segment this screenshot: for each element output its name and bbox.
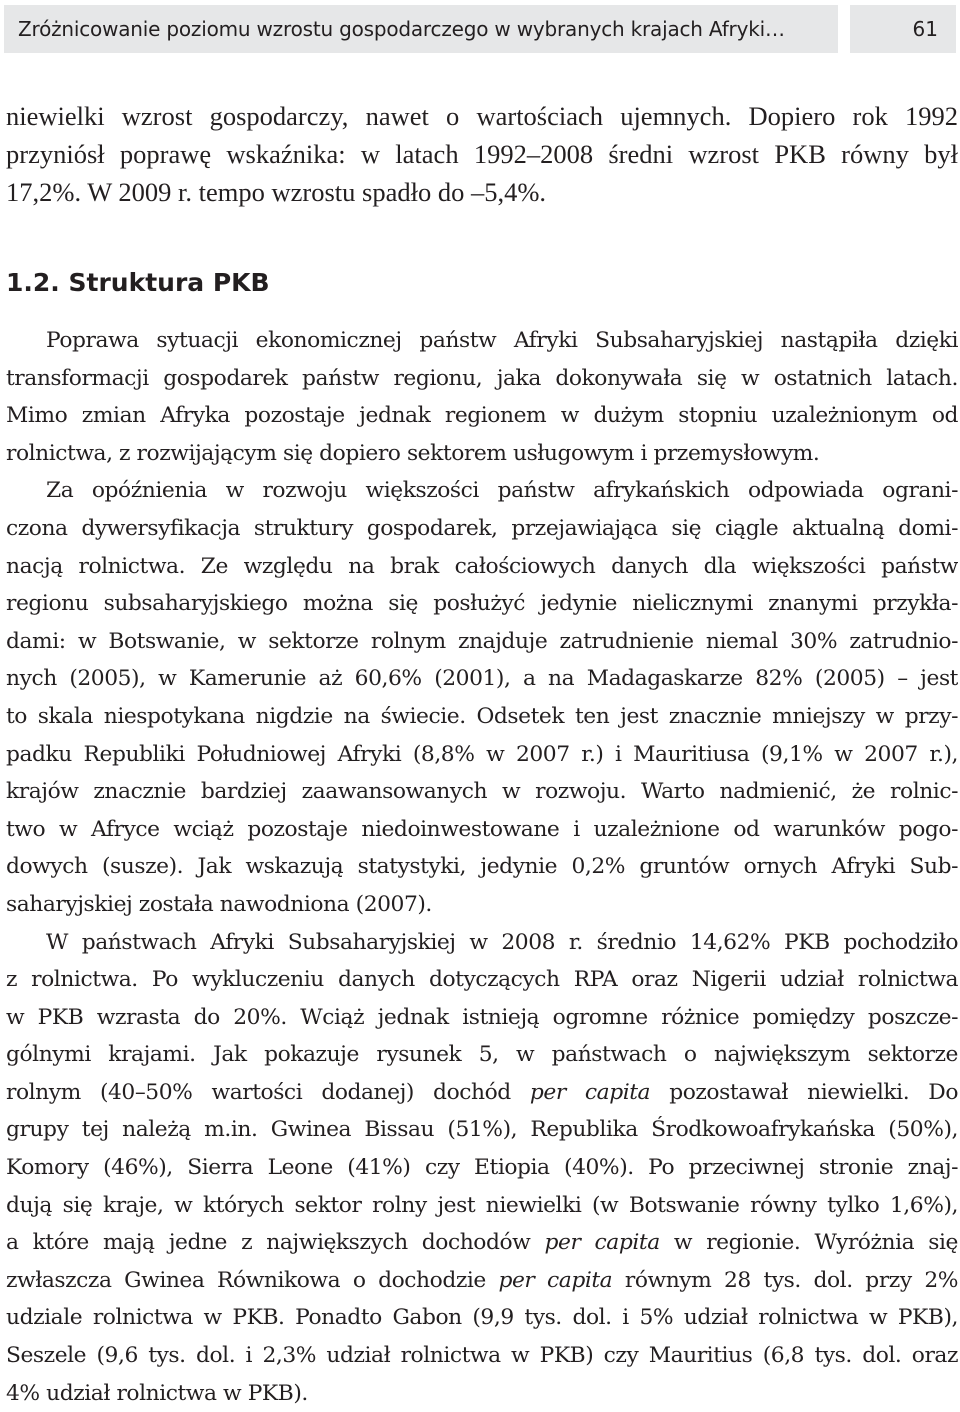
italic-term: per capita bbox=[529, 1079, 651, 1105]
text-line: czona dywersyfikacja struktury gospodarek, przejawiająca się ciągle aktualną domi- bbox=[6, 515, 958, 541]
text-line: dują się kraje, w których sektor rolny jest niewielki (w Botswanie równy tylko 1,6%), bbox=[6, 1192, 958, 1218]
section-body bbox=[6, 322, 958, 1412]
text-line: dami: w Botswanie, w sektorze rolnym znajduje zatrudnienie niemal 30% zatrudnio- bbox=[6, 628, 958, 654]
section-heading: 1.2. Struktura PKB bbox=[6, 268, 270, 297]
text-segment: równym 28 tys. dol. przy 2% bbox=[612, 1267, 958, 1293]
text-line: 17,2%. W 2009 r. tempo wzrostu spadło do –5,4%. bbox=[6, 176, 547, 207]
text-line: w PKB wzrasta do 20%. Wciąż jednak istnieją ogromne różnice pomiędzy poszcze- bbox=[6, 1004, 958, 1030]
text-line: Seszele (9,6 tys. dol. i 2,3% udział rolnictwa w PKB) czy Mauritius (6,8 tys. dol. oraz bbox=[6, 1343, 958, 1369]
text-line: regionu subsaharyjskiego można się posłużyć jedynie nielicznymi znanymi przykła- bbox=[6, 591, 958, 617]
text-line: Za opóźnienia w rozwoju większości państw afrykańskich odpowiada ograni- bbox=[46, 478, 958, 504]
running-title: Zróżnicowanie poziomu wzrostu gospodarczego w wybranych krajach Afryki… bbox=[18, 17, 785, 41]
text-line: padku Republiki Południowej Afryki (8,8% w 2007 r.) i Mauritiusa (9,1% w 2007 r.), bbox=[6, 741, 958, 767]
text-line: W państwach Afryki Subsaharyjskiej w 2008 r. średnio 14,62% PKB pochodziło bbox=[46, 929, 958, 955]
text-segment: pozostawał niewielki. Do bbox=[650, 1079, 958, 1105]
text-line: z rolnictwa. Po wykluczeniu danych dotyczących RPA oraz Nigerii udział rolnictwa bbox=[6, 967, 958, 993]
text-line: gólnymi krajami. Jak pokazuje rysunek 5, w państwach o największym sektorze bbox=[6, 1042, 958, 1068]
text-line: krajów znacznie bardziej zaawansowanych w rozwoju. Warto nadmienić, że rolnic- bbox=[6, 779, 958, 805]
text-line: two w Afryce wciąż pozostaje niedoinwestowane i uzależnione od warunków pogo- bbox=[6, 816, 958, 842]
text-line: grupy tej należą m.in. Gwinea Bissau (51%), Republika Środkowoafrykańska (50%), bbox=[6, 1117, 958, 1143]
header-title-box bbox=[4, 5, 838, 53]
text-line: 4% udział rolnictwa w PKB). bbox=[6, 1380, 308, 1406]
text-line: przyniósł poprawę wskaźnika: w latach 1992–2008 średni wzrost PKB równy był bbox=[6, 138, 958, 169]
text-line: nych (2005), w Kamerunie aż 60,6% (2001), a na Madagaskarze 82% (2005) – jest bbox=[6, 666, 958, 692]
text-line bbox=[6, 1262, 958, 1300]
text-line bbox=[6, 1224, 958, 1262]
text-line: niewielki wzrost gospodarczy, nawet o wartościach ujemnych. Dopiero rok 1992 bbox=[6, 101, 958, 131]
text-line: dowych (susze). Jak wskazują statystyki, jedynie 0,2% gruntów ornych Afryki Sub- bbox=[6, 854, 958, 880]
text-segment: a które mają jedne z największych dochodów bbox=[6, 1230, 545, 1256]
text-segment: rolnym (40–50% wartości dodanej) dochód bbox=[6, 1079, 530, 1105]
text-line: transformacji gospodarek państw regionu, jaka dokonywała się w ostatnich latach. bbox=[6, 365, 958, 391]
running-header bbox=[0, 0, 960, 62]
italic-term: per capita bbox=[544, 1230, 660, 1256]
text-line bbox=[6, 1074, 958, 1112]
text-segment: w regionie. Wyróżnia się bbox=[659, 1230, 958, 1256]
text-line: nacją rolnictwa. Ze względu na brak całościowych danych dla większości państw bbox=[6, 553, 958, 579]
text-line: Mimo zmian Afryka pozostaje jednak regionem w dużym stopniu uzależnionym od bbox=[6, 403, 958, 429]
text-line: udziale rolnictwa w PKB. Ponadto Gabon (9,9 tys. dol. i 5% udział rolnictwa w PKB), bbox=[6, 1305, 958, 1331]
italic-term: per capita bbox=[498, 1267, 613, 1293]
page-number: 61 bbox=[912, 17, 938, 41]
text-line: saharyjskiej została nawodniona (2007). bbox=[6, 891, 432, 917]
text-line: rolnictwa, z rozwijającym się dopiero sektorem usługowym i przemysłowym. bbox=[6, 440, 820, 466]
text-line: Poprawa sytuacji ekonomicznej państw Afryki Subsaharyjskiej nastąpiła dzięki bbox=[46, 328, 958, 353]
text-line: to skala niespotykana nigdzie na świecie. Odsetek ten jest znacznie mniejszy w przy- bbox=[6, 703, 958, 729]
intro-paragraph bbox=[6, 98, 958, 211]
text-segment: zwłaszcza Gwinea Równikowa o dochodzie bbox=[6, 1267, 499, 1293]
text-line: Komory (46%), Sierra Leone (41%) czy Etiopia (40%). Po przeciwnej stronie znaj- bbox=[6, 1155, 958, 1181]
page-number-box bbox=[850, 5, 956, 53]
